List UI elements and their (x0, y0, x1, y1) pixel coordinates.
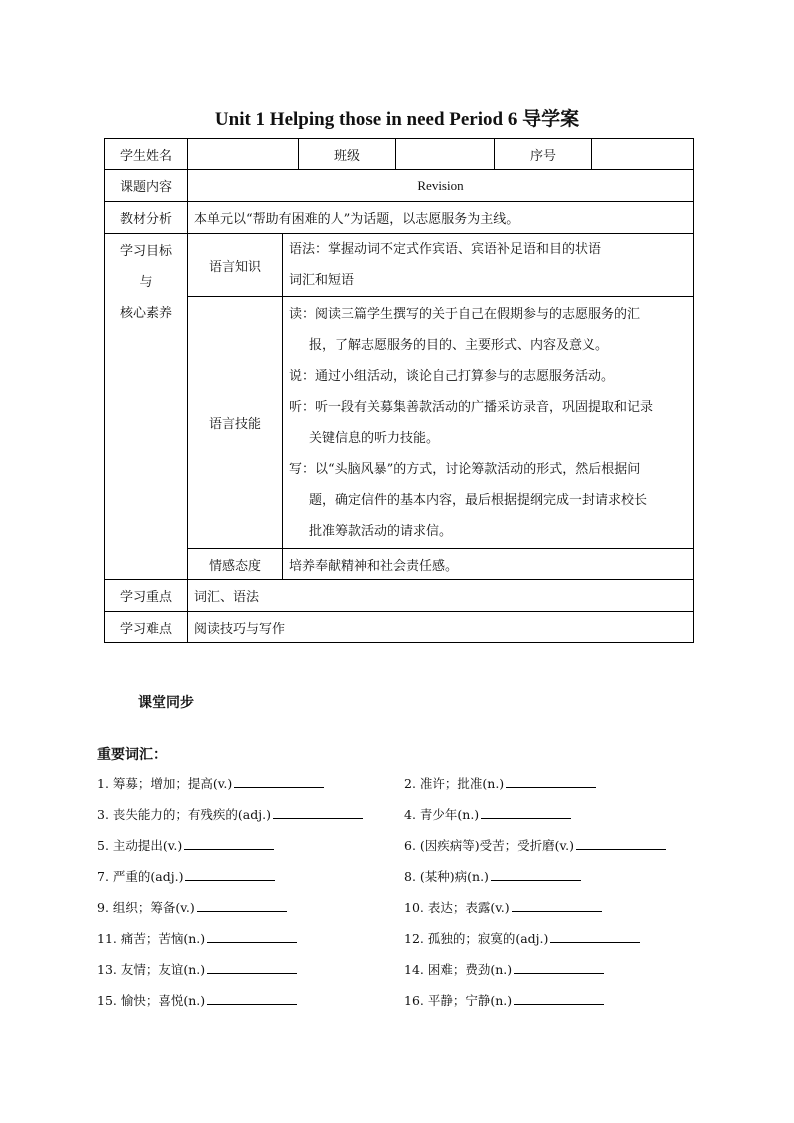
difficulties-value: 阅读技巧与写作 (188, 612, 694, 643)
vocab-item (97, 929, 297, 947)
table-row-emotion (105, 549, 694, 580)
info-table (104, 138, 694, 643)
difficulties-label: 学习难点 (105, 612, 188, 643)
answer-blank[interactable] (506, 775, 596, 788)
class-cell[interactable] (396, 139, 495, 170)
goals-label-line: 核心素养 (119, 306, 172, 321)
seat-cell[interactable] (592, 139, 694, 170)
skill-reading: 读：阅读三篇学生撰写的关于自己在假期参与的志愿服务的汇 (289, 306, 641, 322)
student-name-label: 学生姓名 (105, 139, 188, 170)
vocab-prompt: 2. 准许；批准(n.) (404, 776, 505, 791)
vocab-prompt: 15. 愉快；喜悦(n.) (97, 993, 206, 1008)
vocab-list (97, 774, 717, 1022)
vocab-item (97, 960, 297, 978)
answer-blank[interactable] (514, 992, 604, 1005)
skill-writing-cont: 批准筹款活动的请求信。 (309, 523, 453, 539)
table-row-key-points (105, 580, 694, 612)
vocab-prompt: 7. 严重的(adj.) (97, 869, 184, 884)
vocab-prompt: 4. 青少年(n.) (404, 807, 480, 822)
lang-skills-label: 语言技能 (188, 297, 283, 549)
vocab-prompt: 14. 困难；费劲(n.) (404, 962, 513, 977)
vocab-prompt: 8. (某种)病(n.) (404, 869, 489, 884)
student-name-cell[interactable] (188, 139, 299, 170)
skill-listening-cont: 关键信息的听力技能。 (309, 430, 440, 446)
answer-blank[interactable] (514, 961, 604, 974)
vocab-row (97, 898, 717, 929)
vocab-item (97, 774, 324, 792)
section-title: 课堂同步 (138, 695, 194, 711)
skill-reading-cont: 报，了解志愿服务的目的、主要形式、内容及意义。 (309, 337, 609, 353)
vocab-prompt: 10. 表达；表露(v.) (404, 900, 510, 915)
vocab-prompt: 11. 痛苦；苦恼(n.) (97, 931, 206, 946)
answer-blank[interactable] (197, 899, 287, 912)
vocab-item (404, 898, 602, 916)
vocab-row (97, 774, 717, 805)
answer-blank[interactable] (207, 961, 297, 974)
vocab-prompt: 6. (因疾病等)受苦；受折磨(v.) (404, 838, 574, 853)
vocab-row (97, 991, 717, 1022)
answer-blank[interactable] (576, 837, 666, 850)
lang-skills-content (283, 297, 694, 549)
answer-blank[interactable] (481, 806, 571, 819)
goals-label (105, 234, 188, 580)
vocab-row (97, 805, 717, 836)
vocab-item (97, 898, 287, 916)
answer-blank[interactable] (207, 930, 297, 943)
vocab-row (97, 960, 717, 991)
skill-listening: 听：听一段有关募集善款活动的广播采访录音，巩固提取和记录 (289, 399, 654, 415)
vocab-item (97, 836, 274, 854)
class-label: 班级 (299, 139, 396, 170)
topic-value: Revision (188, 170, 694, 202)
vocab-row (97, 867, 717, 898)
page-title: Unit 1 Helping those in need Period 6 导学案 (214, 109, 580, 130)
topic-label: 课题内容 (105, 170, 188, 202)
skill-writing: 写：以“头脑风暴”的方式，讨论筹款活动的形式，然后根据问 (289, 461, 641, 477)
skill-writing-cont: 题，确定信件的基本内容，最后根据提纲完成一封请求校长 (309, 492, 648, 508)
vocab-heading: 重要词汇： (97, 747, 167, 763)
vocab-item (404, 805, 571, 823)
goals-label-line: 学习目标 (119, 244, 172, 259)
vocab-item (404, 836, 666, 854)
answer-blank[interactable] (185, 868, 275, 881)
vocab-item (404, 774, 596, 792)
table-row-lang-skills (105, 297, 694, 549)
lang-knowledge-line: 语法：掌握动词不定式作宾语、宾语补足语和目的状语 (289, 242, 602, 257)
vocab-prompt: 1. 筹募；增加；提高(v.) (97, 776, 233, 791)
vocab-prompt: 16. 平静；宁静(n.) (404, 993, 513, 1008)
table-row-student (105, 139, 694, 170)
lang-knowledge-label: 语言知识 (188, 234, 283, 297)
answer-blank[interactable] (207, 992, 297, 1005)
answer-blank[interactable] (512, 899, 602, 912)
vocab-item (404, 929, 640, 947)
vocab-item (97, 867, 275, 885)
vocab-row (97, 929, 717, 960)
skill-speaking: 说：通过小组活动，谈论自己打算参与的志愿服务活动。 (289, 368, 615, 384)
vocab-prompt: 9. 组织；筹备(v.) (97, 900, 195, 915)
table-row-difficulties (105, 612, 694, 643)
vocab-prompt: 3. 丧失能力的；有残疾的(adj.) (97, 807, 271, 822)
key-points-value: 词汇、语法 (188, 580, 694, 612)
vocab-item (404, 991, 604, 1009)
vocab-prompt: 12. 孤独的；寂寞的(adj.) (404, 931, 549, 946)
vocab-item (97, 991, 297, 1009)
seat-label: 序号 (495, 139, 592, 170)
vocab-item (404, 960, 604, 978)
vocab-item (97, 805, 363, 823)
answer-blank[interactable] (184, 837, 274, 850)
key-points-label: 学习重点 (105, 580, 188, 612)
vocab-item (404, 867, 581, 885)
emotion-value: 培养奉献精神和社会责任感。 (283, 549, 694, 580)
vocab-row (97, 836, 717, 867)
emotion-label: 情感态度 (188, 549, 283, 580)
answer-blank[interactable] (491, 868, 581, 881)
analysis-label: 教材分析 (105, 202, 188, 234)
table-row-analysis (105, 202, 694, 234)
vocab-prompt: 5. 主动提出(v.) (97, 838, 183, 853)
answer-blank[interactable] (550, 930, 640, 943)
answer-blank[interactable] (234, 775, 324, 788)
analysis-value: 本单元以“帮助有困难的人”为话题，以志愿服务为主线。 (188, 202, 694, 234)
goals-label-line: 与 (139, 275, 153, 290)
lang-knowledge-line: 词汇和短语 (289, 273, 355, 288)
vocab-prompt: 13. 友情；友谊(n.) (97, 962, 206, 977)
table-row-lang-knowledge (105, 234, 694, 297)
answer-blank[interactable] (273, 806, 363, 819)
lang-knowledge-content (283, 234, 694, 297)
table-row-topic (105, 170, 694, 202)
